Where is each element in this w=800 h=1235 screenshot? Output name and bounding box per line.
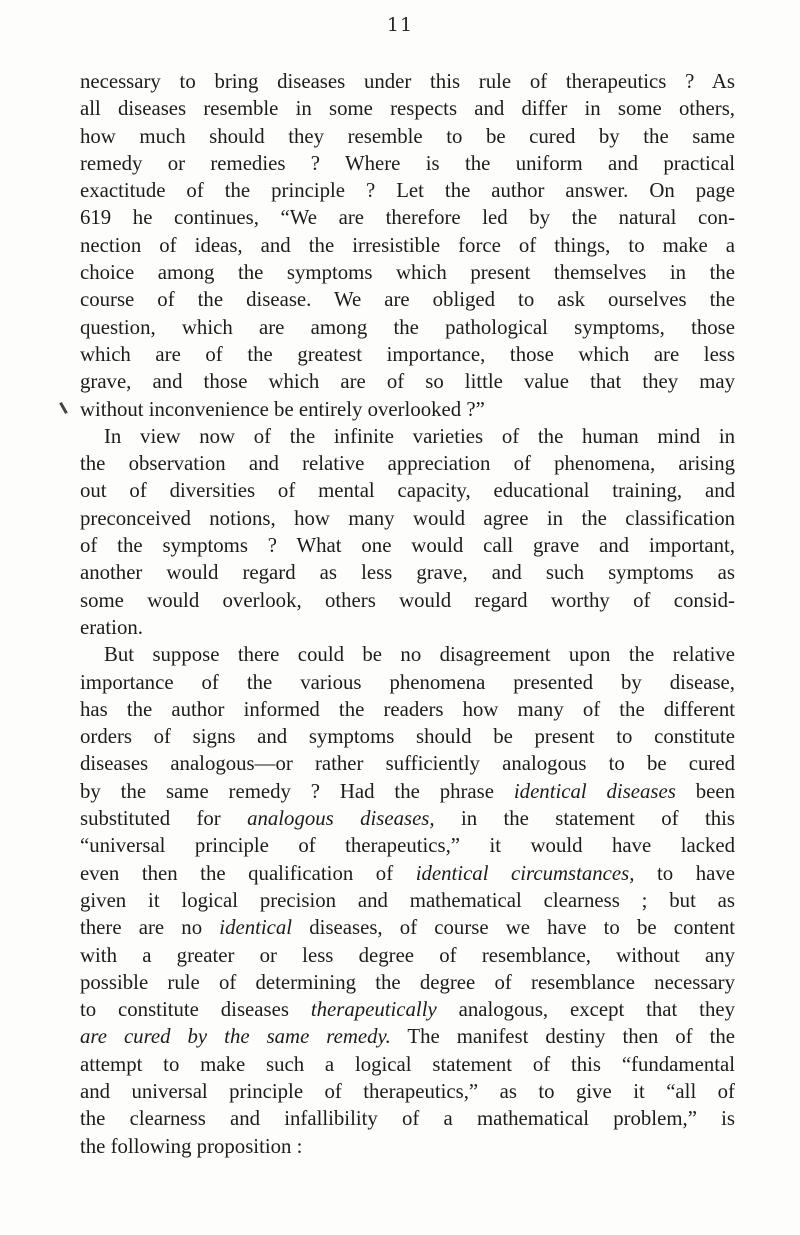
text-line: all diseases resemble in some respects and differ in some others, [80,97,735,121]
text-fragment: been [695,779,736,803]
text-line: possible rule of determining the degree of resemblance necessary [80,970,735,994]
margin-mark [59,402,68,414]
text-line: diseases analogous—or rather sufficiently analogous to be cured [80,752,735,776]
text-line: with a greater or less degree of resemblance, without any [80,943,735,967]
text-line: choice among the symptoms which present themselves in the [80,261,735,285]
page-number: 11 [386,14,414,36]
text-fragment: diseases, of course we have to be content [309,916,735,940]
paragraph-1 [80,68,735,423]
paragraph-3-cont [80,669,735,1160]
text-line: out of diversities of mental capacity, educational training, and [80,479,735,503]
text-line [80,996,735,1023]
text-fragment: substituted for [80,807,221,831]
text-line: But suppose there could be no disagreement upon the relative [104,643,735,667]
text-line: remedy or remedies ? Where is the uniform and practical [80,151,735,175]
text-line: exactitude of the principle ? Let the author answer. On page [80,179,735,203]
text-line: orders of signs and symptoms should be present to constitute [80,725,735,749]
text-fragment: even then the qualification of [80,861,394,885]
italic-phrase: therapeutically [310,998,437,1022]
text-fragment: there are no [80,916,203,940]
text-line: another would regard as less grave, and such symptoms as [80,561,735,585]
text-line: attempt to make such a logical statement of this “fundamental [80,1052,735,1076]
text-line: nection of ideas, and the irresistible force of things, to make a [80,233,735,257]
text-fragment: to have [657,861,735,885]
text-line: which are of the greatest importance, those which are less [80,342,735,366]
text-line [80,914,735,941]
paragraph-2 [80,423,735,450]
body-text [80,68,735,1160]
text-fragment: The manifest destiny then of the [407,1025,735,1049]
text-line: given it logical precision and mathematical clearness ; but as [80,888,735,912]
text-line: the clearness and infallibility of a mathematical problem,” is [80,1107,735,1131]
text-fragment: analogous, except that they [458,998,735,1022]
text-line: “universal principle of therapeutics,” it would have lacked [80,834,735,858]
italic-phrase: identical circumstances, [415,861,635,885]
italic-phrase: identical [219,916,293,940]
text-fragment: by the same remedy ? Had the phrase [80,779,494,803]
text-line: preconceived notions, how many would agree in the classification [80,506,735,530]
text-line: grave, and those which are of so little value that they may [80,370,735,394]
text-line: 619 he continues, “We are therefore led by the natural con- [80,206,735,230]
text-line: In view now of the infinite varieties of the human mind in [104,424,735,448]
italic-phrase: identical diseases [513,779,676,803]
text-fragment: to constitute diseases [80,998,289,1022]
paragraph-2-cont [80,450,735,641]
paragraph-3 [80,641,735,668]
text-line: eration. [80,615,143,639]
text-line [80,805,735,832]
text-line: the observation and relative appreciation of phenomena, arising [80,452,735,476]
text-line: of the symptoms ? What one would call grave and important, [80,534,735,558]
italic-phrase: analogous diseases, [247,807,435,831]
text-line [80,778,735,805]
text-line [80,860,735,887]
text-line: the following proposition : [80,1134,303,1158]
text-line: question, which are among the pathological symptoms, those [80,315,735,339]
text-line: how much should they resemble to be cured by the same [80,124,735,148]
text-line: importance of the various phenomena presented by disease, [80,670,735,694]
text-line: without inconvenience be entirely overlooked ?” [80,397,485,421]
text-fragment: in the statement of this [460,807,736,831]
text-line: necessary to bring diseases under this rule of therapeutics ? As [80,70,735,93]
text-line [80,1023,735,1050]
text-line: has the author informed the readers how many of the different [80,697,735,721]
text-line: and universal principle of therapeutics,” as to give it “all of [80,1079,735,1103]
text-line: course of the disease. We are obliged to ask ourselves the [80,288,735,312]
italic-phrase: are cured by the same remedy. [80,1025,391,1049]
text-line: some would overlook, others would regard worthy of consid- [80,588,735,612]
